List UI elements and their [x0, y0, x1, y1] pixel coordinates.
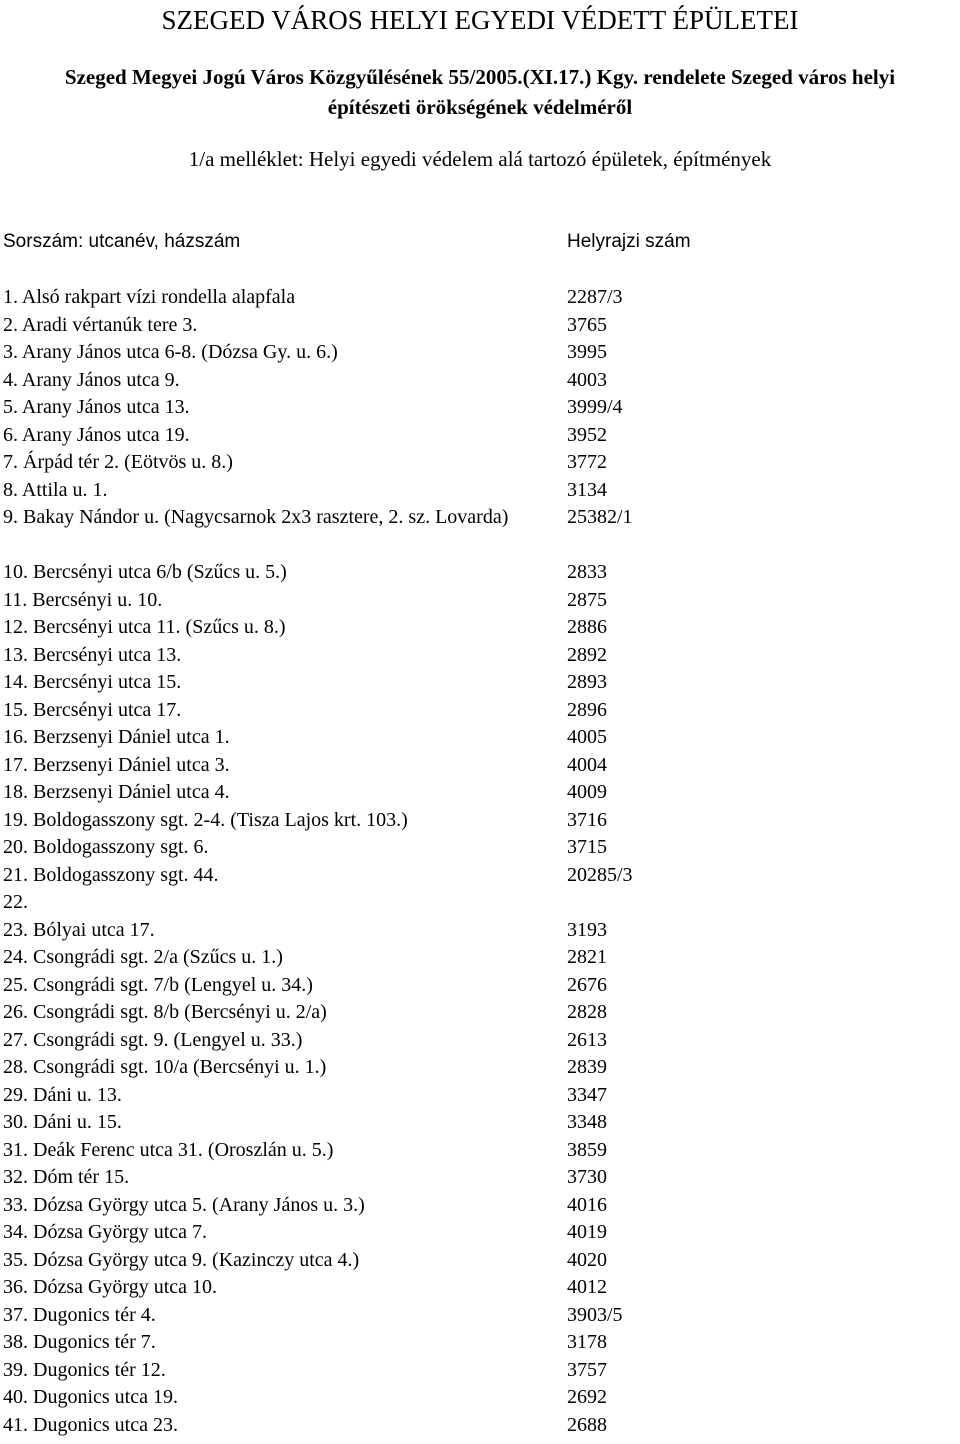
lot-number: 3772	[567, 451, 607, 473]
building-address: 26. Csongrádi sgt. 8/b (Bercsényi u. 2/a)	[3, 1001, 327, 1023]
lot-number: 3859	[567, 1138, 607, 1161]
building-address: 15. Bercsényi utca 17.	[3, 698, 182, 721]
list-item	[3, 504, 953, 559]
list-item	[3, 917, 953, 945]
lot-number: 3903/5	[567, 1303, 623, 1326]
lot-number: 4016	[567, 1193, 607, 1216]
lot-number: 2613	[567, 1028, 607, 1051]
building-address: 16. Berzsenyi Dániel utca 1.	[3, 726, 230, 748]
building-address: 5. Arany János utca 13.	[3, 396, 190, 418]
building-address: 27. Csongrádi sgt. 9. (Lengyel u. 33.)	[3, 1028, 303, 1051]
lot-number: 3347	[567, 1083, 607, 1106]
lot-number: 3757	[567, 1358, 607, 1381]
building-address: 40. Dugonics utca 19.	[3, 1386, 178, 1408]
building-address: 21. Boldogasszony sgt. 44.	[3, 863, 219, 886]
lot-number: 4005	[567, 726, 607, 748]
building-address: 12. Bercsényi utca 11. (Szűcs u. 8.)	[3, 616, 286, 638]
building-address: 1. Alsó rakpart vízi rondella alapfala	[3, 286, 296, 308]
column-header-lot-number: Helyrajzi szám	[567, 231, 691, 252]
list-item	[3, 312, 953, 340]
building-address: 25. Csongrádi sgt. 7/b (Lengyel u. 34.)	[3, 973, 313, 996]
list-item	[3, 1274, 953, 1302]
list-item	[3, 944, 953, 972]
lot-number: 2821	[567, 946, 607, 968]
building-address: 32. Dóm tér 15.	[3, 1166, 130, 1188]
list-item	[3, 614, 953, 642]
lot-number: 3193	[567, 918, 607, 941]
lot-number: 3999/4	[567, 396, 623, 418]
lot-number: 2287/3	[567, 286, 623, 308]
list-item	[3, 697, 953, 725]
building-address: 17. Berzsenyi Dániel utca 3.	[3, 753, 230, 776]
lot-number: 3765	[567, 313, 607, 336]
building-address: 38. Dugonics tér 7.	[3, 1331, 156, 1353]
list-item	[3, 889, 953, 917]
subtitle-line-1: Szeged Megyei Jogú Város Közgyűlésének 55/2005.(XI.17.) Kgy. rendelete Szeged város helyi	[64, 65, 896, 89]
lot-number: 2833	[567, 561, 607, 583]
building-address: 4. Arany János utca 9.	[3, 368, 180, 391]
list-item	[3, 642, 953, 670]
list-item	[3, 339, 953, 367]
column-header-address: Sorszám: utcanév, házszám	[3, 231, 241, 252]
building-address: 33. Dózsa György utca 5. (Arany János u. 3.)	[3, 1193, 365, 1216]
building-address: 22.	[3, 891, 28, 913]
list-item	[3, 752, 953, 780]
list-item	[3, 1302, 953, 1330]
building-address: 11. Bercsényi u. 10.	[3, 588, 163, 611]
list-item	[3, 1082, 953, 1110]
lot-number: 3348	[567, 1111, 607, 1133]
building-address: 7. Árpád tér 2. (Eötvös u. 8.)	[3, 451, 233, 473]
lot-number: 3995	[567, 341, 607, 363]
list-item	[3, 724, 953, 752]
building-address: 41. Dugonics utca 23.	[3, 1413, 178, 1436]
building-address: 14. Bercsényi utca 15.	[3, 671, 182, 693]
lot-number: 20285/3	[567, 863, 633, 886]
building-address: 29. Dáni u. 13.	[3, 1083, 122, 1106]
list-item	[3, 559, 953, 587]
lot-number: 3134	[567, 478, 607, 501]
lot-number: 4004	[567, 753, 607, 776]
lot-number: 2886	[567, 616, 607, 638]
building-address: 28. Csongrádi sgt. 10/a (Bercsényi u. 1.)	[3, 1056, 327, 1078]
building-address: 10. Bercsényi utca 6/b (Szűcs u. 5.)	[3, 561, 287, 583]
list-item	[3, 972, 953, 1000]
list-item	[3, 999, 953, 1027]
subtitle-line-2: építészeti örökségének védelméről	[327, 95, 633, 119]
building-address: 13. Bercsényi utca 13.	[3, 643, 182, 666]
building-address: 24. Csongrádi sgt. 2/a (Szűcs u. 1.)	[3, 946, 283, 968]
lot-number: 3716	[567, 808, 607, 831]
building-address: 37. Dugonics tér 4.	[3, 1303, 156, 1326]
list-item	[3, 1247, 953, 1275]
building-address: 34. Dózsa György utca 7.	[3, 1221, 208, 1243]
list-item	[3, 394, 953, 422]
building-address: 36. Dózsa György utca 10.	[3, 1276, 218, 1298]
list-item	[3, 1054, 953, 1082]
list-item	[3, 284, 953, 312]
regulation-subtitle	[0, 62, 960, 122]
list-item	[3, 807, 953, 835]
building-address: 6. Arany János utca 19.	[3, 423, 190, 446]
lot-number: 3730	[567, 1166, 607, 1188]
lot-number: 3715	[567, 836, 607, 858]
list-item	[3, 1164, 953, 1192]
building-list	[3, 284, 953, 1439]
list-item	[3, 1384, 953, 1412]
list-item	[3, 1357, 953, 1385]
lot-number: 4009	[567, 781, 607, 803]
lot-number: 3178	[567, 1331, 607, 1353]
list-item	[3, 1412, 953, 1440]
lot-number: 2893	[567, 671, 607, 693]
list-item	[3, 862, 953, 890]
list-item	[3, 669, 953, 697]
lot-number: 2828	[567, 1001, 607, 1023]
list-item	[3, 1137, 953, 1165]
lot-number: 4003	[567, 368, 607, 391]
list-item	[3, 779, 953, 807]
lot-number: 2892	[567, 643, 607, 666]
lot-number: 4019	[567, 1221, 607, 1243]
building-address: 19. Boldogasszony sgt. 2-4. (Tisza Lajos krt. 103.)	[3, 808, 408, 831]
list-item	[3, 587, 953, 615]
building-address: 8. Attila u. 1.	[3, 478, 108, 501]
list-item	[3, 367, 953, 395]
lot-number: 2896	[567, 698, 607, 721]
list-item	[3, 449, 953, 477]
lot-number: 4012	[567, 1276, 607, 1298]
list-item	[3, 1192, 953, 1220]
list-item	[3, 477, 953, 505]
building-address: 23. Bólyai utca 17.	[3, 918, 155, 941]
list-item	[3, 834, 953, 862]
building-address: 31. Deák Ferenc utca 31. (Oroszlán u. 5.)	[3, 1138, 334, 1161]
building-address: 18. Berzsenyi Dániel utca 4.	[3, 781, 230, 803]
document-title: SZEGED VÁROS HELYI EGYEDI VÉDETT ÉPÜLETEI	[161, 5, 799, 35]
lot-number: 2839	[567, 1056, 607, 1078]
building-address: 30. Dáni u. 15.	[3, 1111, 122, 1133]
list-item	[3, 1027, 953, 1055]
building-address: 2. Aradi vértanúk tere 3.	[3, 313, 198, 336]
building-address: 39. Dugonics tér 12.	[3, 1358, 166, 1381]
building-address: 9. Bakay Nándor u. (Nagycsarnok 2x3 rasztere, 2. sz. Lovarda)	[3, 506, 509, 528]
lot-number: 2676	[567, 973, 607, 996]
building-address: 20. Boldogasszony sgt. 6.	[3, 836, 209, 858]
lot-number: 4020	[567, 1248, 607, 1271]
lot-number: 2875	[567, 588, 607, 611]
annex-caption: 1/a melléklet: Helyi egyedi védelem alá tartozó épületek, építmények	[188, 147, 772, 171]
lot-number: 25382/1	[567, 506, 633, 528]
list-item	[3, 1329, 953, 1357]
lot-number: 3952	[567, 423, 607, 446]
building-address: 35. Dózsa György utca 9. (Kazinczy utca 4.)	[3, 1248, 360, 1271]
lot-number: 2692	[567, 1386, 607, 1408]
lot-number: 2688	[567, 1413, 607, 1436]
list-item	[3, 1109, 953, 1137]
list-item	[3, 422, 953, 450]
building-address: 3. Arany János utca 6-8. (Dózsa Gy. u. 6.)	[3, 341, 338, 363]
list-item	[3, 1219, 953, 1247]
